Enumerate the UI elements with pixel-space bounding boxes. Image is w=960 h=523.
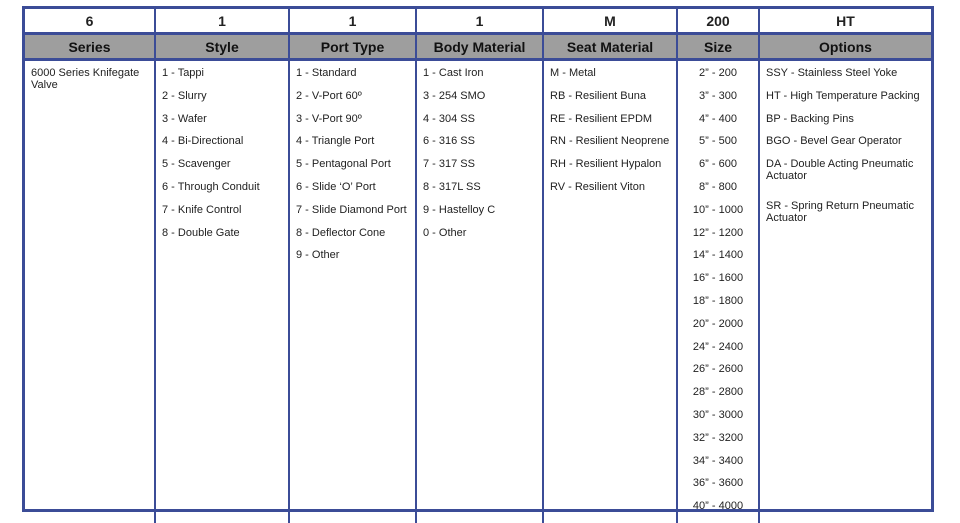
port-type-item: 8 - Deflector Cone	[296, 226, 386, 239]
port-type-item: 4 - Triangle Port	[296, 135, 375, 148]
size-item: 8” - 800	[699, 180, 737, 193]
series-item: 6000 Series Knifegate Valve	[31, 67, 140, 91]
header-port-type: Port Type	[289, 34, 416, 60]
size-item: 26” - 2600	[692, 363, 744, 376]
code-body-material: 1	[416, 9, 543, 34]
body-material-column	[416, 60, 543, 523]
header-series: Series	[25, 34, 155, 60]
style-item: 1 - Tappi	[162, 67, 204, 79]
body-material-item: 7 - 317 SS	[423, 158, 475, 171]
body-material-item: 3 - 254 SMO	[423, 89, 486, 102]
option-item: BGO - Bevel Gear Operator	[766, 135, 902, 148]
seat-material-item: RB - Resilient Buna	[550, 89, 646, 102]
size-item: 28” - 2800	[692, 386, 744, 399]
style-item: 5 - Scavenger	[162, 158, 231, 171]
style-item: 2 - Slurry	[162, 89, 207, 102]
valve-ordering-table	[22, 6, 934, 512]
header-size: Size	[677, 34, 759, 60]
size-item: 36” - 3600	[692, 477, 744, 490]
port-type-item: 7 - Slide Diamond Port	[296, 203, 407, 216]
code-port-type: 1	[289, 9, 416, 34]
size-item: 3” - 300	[699, 89, 737, 102]
header-style: Style	[155, 34, 289, 60]
header-seat-material: Seat Material	[543, 34, 677, 60]
series-column	[25, 60, 155, 523]
option-item: HT - High Temperature Packing	[766, 89, 920, 102]
size-item: 12” - 1200	[692, 226, 744, 239]
code-series: 6	[25, 9, 155, 34]
options-column	[759, 60, 931, 523]
port-type-item: 5 - Pentagonal Port	[296, 158, 391, 171]
header-options: Options	[759, 34, 931, 60]
size-item: 34” - 3400	[692, 454, 744, 467]
size-item: 40” - 4000	[692, 500, 744, 513]
style-item: 6 - Through Conduit	[162, 180, 260, 193]
code-options: HT	[759, 9, 931, 34]
style-column	[155, 60, 289, 523]
size-item: 30” - 3000	[692, 408, 744, 421]
style-item: 3 - Wafer	[162, 112, 207, 125]
size-item: 6” - 600	[699, 158, 737, 171]
header-row	[25, 34, 931, 60]
seat-material-item: M - Metal	[550, 67, 596, 79]
seat-material-item: RH - Resilient Hypalon	[550, 158, 662, 171]
size-item: 32” - 3200	[692, 431, 744, 444]
size-item: 18” - 1800	[692, 294, 744, 307]
port-type-item: 9 - Other	[296, 249, 340, 262]
body-material-item: 6 - 316 SS	[423, 135, 475, 148]
code-size: 200	[677, 9, 759, 34]
port-type-item: 2 - V-Port 60º	[296, 89, 362, 102]
option-item: SSY - Stainless Steel Yoke	[766, 67, 898, 79]
style-item: 4 - Bi-Directional	[162, 135, 244, 148]
size-item: 16” - 1600	[692, 272, 744, 285]
body-row	[25, 60, 931, 523]
style-item: 7 - Knife Control	[162, 203, 242, 216]
port-type-item: 3 - V-Port 90º	[296, 112, 362, 125]
size-item: 2” - 200	[699, 67, 737, 79]
port-type-item: 6 - Slide ‘O’ Port	[296, 180, 376, 193]
size-item: 14” - 1400	[692, 249, 744, 262]
option-item: SR - Spring Return Pneumatic Actuator	[766, 200, 914, 225]
seat-material-item: RE - Resilient EPDM	[550, 112, 653, 125]
body-material-item: 1 - Cast Iron	[423, 67, 484, 79]
seat-material-column	[543, 60, 677, 523]
option-item: DA - Double Acting Pneumatic Actuator	[766, 158, 914, 183]
port-type-column	[289, 60, 416, 523]
ordering-code-table	[25, 9, 931, 523]
code-seat-material: M	[543, 9, 677, 34]
body-material-item: 9 - Hastelloy C	[423, 203, 496, 216]
size-item: 4” - 400	[699, 112, 737, 125]
code-style: 1	[155, 9, 289, 34]
size-item: 20” - 2000	[692, 317, 744, 330]
body-material-item: 4 - 304 SS	[423, 112, 475, 125]
style-item: 8 - Double Gate	[162, 226, 240, 239]
seat-material-item: RV - Resilient Viton	[550, 180, 645, 193]
example-code-row	[25, 9, 931, 34]
header-body-material: Body Material	[416, 34, 543, 60]
port-type-item: 1 - Standard	[296, 67, 357, 79]
size-item: 24” - 2400	[692, 340, 744, 353]
size-item: 10” - 1000	[692, 203, 744, 216]
seat-material-item: RN - Resilient Neoprene	[550, 135, 670, 148]
body-material-item: 0 - Other	[423, 226, 467, 239]
body-material-item: 8 - 317L SS	[423, 180, 481, 193]
size-item: 5” - 500	[699, 135, 737, 148]
size-column	[677, 60, 759, 523]
option-item: BP - Backing Pins	[766, 112, 854, 125]
